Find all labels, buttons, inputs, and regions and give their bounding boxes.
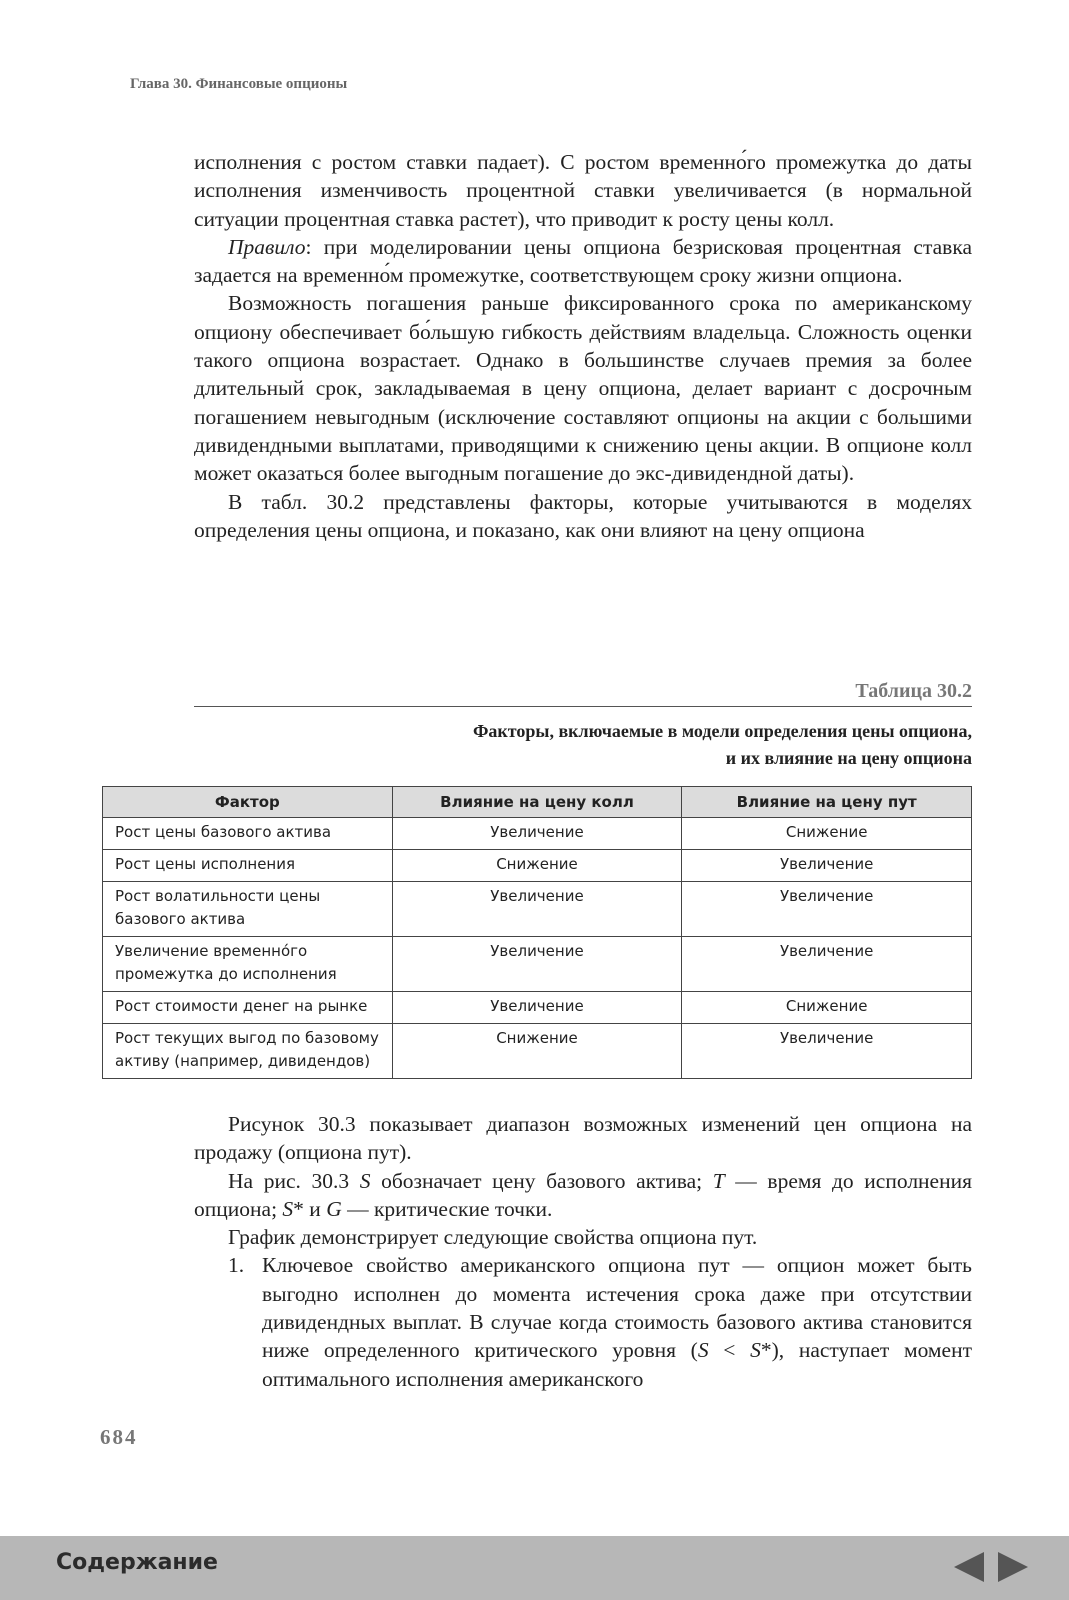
- table-caption-line-1: Факторы, включаемые в модели определения цены опциона,: [472, 721, 972, 741]
- call-effect-cell: Увеличение: [392, 818, 682, 850]
- paragraph-7: График демонстрирует следующие свойства опциона пут.: [228, 1225, 758, 1250]
- call-effect-cell: Снижение: [392, 850, 682, 882]
- paragraph-5: Рисунок 30.3 показывает диапазон возможных изменений цен опциона на продажу (опциона пут).: [194, 1112, 972, 1165]
- symbol-s-star: S: [750, 1338, 761, 1363]
- running-head: Глава 30. Финансовые опционы: [130, 76, 348, 92]
- paragraph-6: [194, 1167, 972, 1224]
- factor-cell: Увеличение временно́го промежутка до исполнения: [103, 937, 393, 992]
- table-number: Таблица 30.2: [855, 680, 972, 702]
- text-run: Ключевое свойство американского опциона пут — опцион может быть выгодно исполнен до момента истечения срока даже при отсутствии дивидендных выплат. В случае когда стоимость базового актива становится ниже определенного критического уровня (: [262, 1253, 972, 1363]
- next-page-button[interactable]: [996, 1550, 1030, 1584]
- page-number: 684: [100, 1425, 138, 1449]
- footer-bar: [0, 1536, 1069, 1600]
- call-effect-cell: Увеличение: [392, 937, 682, 992]
- table-row: [103, 992, 972, 1024]
- text-run: *), наступает момент оптимального исполнения американского: [262, 1338, 972, 1391]
- factor-cell: Рост стоимости денег на рынке: [103, 992, 393, 1024]
- symbol-t: T: [712, 1168, 725, 1193]
- header-call-effect: Влияние на цену колл: [392, 787, 682, 818]
- factor-cell: Рост цены базового актива: [103, 818, 393, 850]
- table-row: [103, 937, 972, 992]
- paragraph-1: исполнения с ростом ставки падает). С ростом временно́го промежутка до даты исполнения изменчивость процентной ставки увеличивается (в нормальной ситуации процентная ставка растет), что приводит к росту цены колл.: [194, 150, 972, 231]
- factor-cell: Рост текущих выгод по базовому активу (например, дивидендов): [103, 1024, 393, 1079]
- symbol-s: S: [697, 1338, 709, 1363]
- paragraph-4: В табл. 30.2 представлены факторы, которые учитываются в моделях определения цены опциона, и показано, как они влияют на цену опциона: [194, 489, 972, 542]
- properties-list: [194, 1251, 972, 1392]
- header-factor: Фактор: [103, 787, 393, 818]
- symbol-g: G: [326, 1196, 342, 1221]
- table-caption: [194, 718, 972, 772]
- text-run: — время до исполнения опциона;: [194, 1168, 973, 1221]
- triangle-right-icon: [996, 1550, 1030, 1584]
- put-effect-cell: Увеличение: [682, 882, 972, 937]
- rule-text: : при моделировании цены опциона безрисковая процентная ставка задается на временно́м промежутке, соответствующем сроку жизни опциона.: [194, 234, 972, 288]
- call-effect-cell: Увеличение: [392, 992, 682, 1024]
- prev-page-button[interactable]: [952, 1550, 986, 1584]
- table-row: [103, 818, 972, 850]
- text-run: <: [708, 1338, 751, 1363]
- symbol-s: S: [359, 1168, 371, 1193]
- table-row: [103, 882, 972, 937]
- factor-cell: Рост цены исполнения: [103, 850, 393, 882]
- put-effect-cell: Увеличение: [682, 850, 972, 882]
- contents-link[interactable]: Содержание: [56, 1550, 218, 1575]
- table-row: [103, 1024, 972, 1079]
- symbol-s-star: S: [282, 1196, 294, 1221]
- put-effect-cell: Увеличение: [682, 937, 972, 992]
- factor-cell: Рост волатильности цены базового актива: [103, 882, 393, 937]
- text-after-table: [194, 1110, 972, 1393]
- table-rule: [194, 706, 972, 707]
- paragraph-3: Возможность погашения раньше фиксированного срока по американскому опциону обеспечивает бо́льшую гибкость действиям владельца. Сложность оценки такого опциона возрастает. Однако в большинстве случаев премия за более длительный срок, закладываемая в цену опциона, делает вариант с досрочным погашением невыгодным (исключение составляют опционы на акции с большими дивидендными выплатами, приводящими к снижению цены акции. В опционе колл может оказаться более выгодным погашение до экс-дивидендной даты).: [194, 291, 972, 486]
- put-effect-cell: Снижение: [682, 818, 972, 850]
- header-put-effect: Влияние на цену пут: [682, 787, 972, 818]
- rule-label: Правило: [228, 234, 306, 259]
- table-row: [103, 850, 972, 882]
- list-item: [194, 1251, 972, 1392]
- text-run: * и: [293, 1196, 327, 1221]
- call-effect-cell: Снижение: [392, 1024, 682, 1079]
- text-run: — критические точки.: [341, 1196, 553, 1221]
- text-run: обозначает цену базового актива;: [370, 1168, 713, 1193]
- table-caption-line-2: и их влияние на цену опциона: [725, 748, 972, 768]
- text-before-table: [194, 148, 972, 544]
- call-effect-cell: Увеличение: [392, 882, 682, 937]
- put-effect-cell: Снижение: [682, 992, 972, 1024]
- put-effect-cell: Увеличение: [682, 1024, 972, 1079]
- triangle-left-icon: [952, 1550, 986, 1584]
- paragraph-2: [194, 233, 972, 290]
- factors-table: [102, 786, 972, 1079]
- list-item-number: 1.: [228, 1253, 245, 1278]
- text-run: На рис. 30.3: [228, 1168, 360, 1193]
- table-header-row: [103, 787, 972, 818]
- list-item-text: [262, 1251, 972, 1392]
